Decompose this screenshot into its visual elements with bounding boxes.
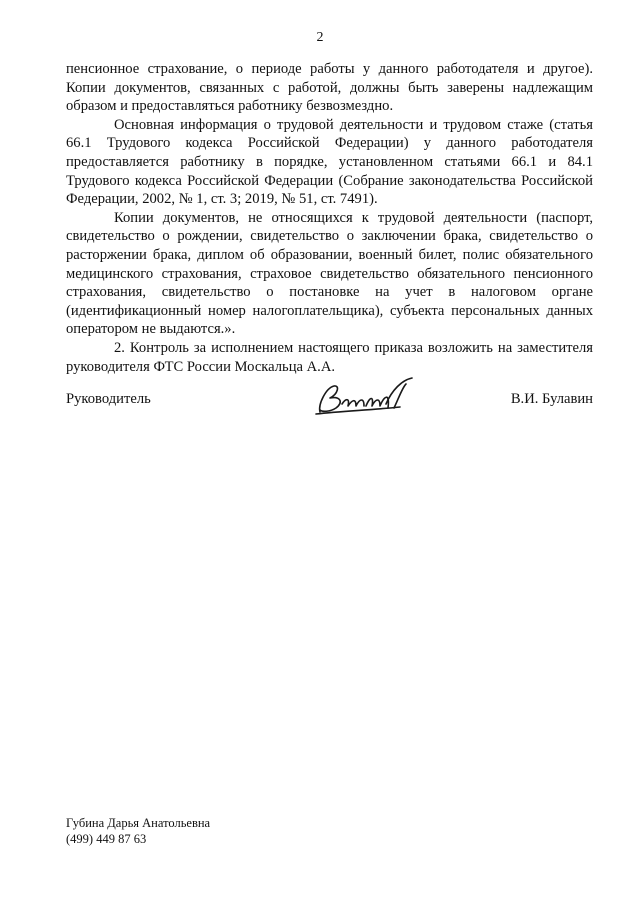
document-body bbox=[66, 60, 593, 376]
paragraph-control-order: 2. Контроль за исполнением настоящего приказа возложить на заместителя руководителя ФТС России Москальца А.А. bbox=[66, 339, 593, 375]
signatory-name: В.И. Булавин bbox=[510, 391, 593, 407]
signatory-title: Руководитель bbox=[66, 391, 151, 407]
paragraph-copies-of-work-documents: пенсионное страхование, о периоде работы у данного работодателя и другое). Копии документов, связанных с работой, должны быть заверены надлежащим образом и предоставляться работнику безвозмездно. bbox=[66, 61, 593, 115]
paragraph-basic-information: Основная информация о трудовой деятельности и трудовом стаже (статья 66.1 Трудового кодекса Российской Федерации) у данного работодателя предоставляется работнику в порядке, установленном статьями 66.1 и 84.1 Трудового кодекса Российской Федерации (Собрание законодательства Российской Федерации, 2002, № 1, ст. 3; 2019, № 51, ст. 7491). bbox=[66, 116, 593, 208]
handwritten-signature-icon bbox=[312, 374, 417, 422]
signature-block bbox=[66, 388, 593, 438]
paragraph-copies-non-work-documents: Копии документов, не относящихся к трудовой деятельности (паспорт, свидетельство о рождении, свидетельство о заключении брака, свидетельство о расторжении брака, диплом об образовании, военный билет, полис обязательного медицинского страхования, страховое свидетельство обязательного пенсионного страхования, свидетельство о постановке на учет в налоговом органе (идентификационный номер налогоплательщика), субъекта персональных данных оператором не выдаются.». bbox=[66, 209, 593, 338]
executor-info bbox=[66, 815, 210, 847]
executor-phone: (499) 449 87 63 bbox=[66, 832, 147, 846]
page-number: 2 bbox=[316, 30, 324, 45]
executor-name: Губина Дарья Анатольевна bbox=[66, 816, 211, 830]
